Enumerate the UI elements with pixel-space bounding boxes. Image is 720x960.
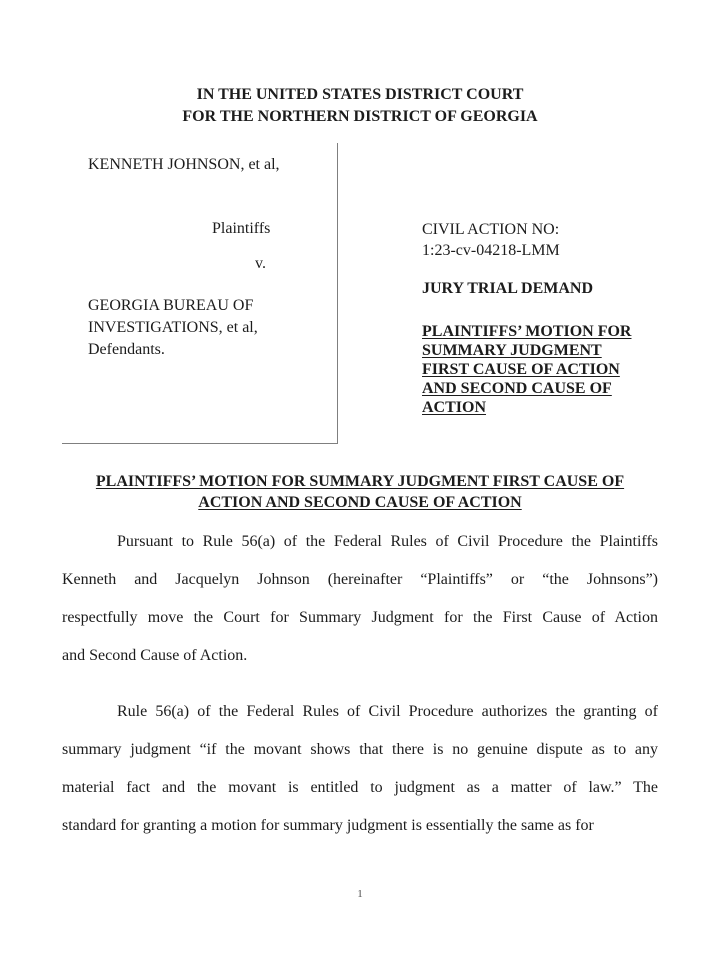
motion-title-sidebar xyxy=(422,322,631,417)
document-body xyxy=(62,523,658,863)
paragraph-2-line: standard for granting a motion for summary judgment is essentially the same as for xyxy=(62,817,594,834)
paragraph-1-line: and Second Cause of Action. xyxy=(62,647,248,664)
civil-action-label: CIVIL ACTION NO: xyxy=(422,221,560,238)
motion-title-line: SUMMARY JUDGMENT xyxy=(422,342,602,359)
motion-title-line: ACTION xyxy=(422,399,487,416)
civil-action-number: 1:23-cv-04218-LMM xyxy=(422,242,560,259)
plaintiff-role-label: Plaintiffs xyxy=(212,220,271,237)
defendant-role-label: Defendants. xyxy=(88,341,165,358)
paragraph-1 xyxy=(62,523,658,675)
document-title xyxy=(62,471,658,513)
motion-title-line: AND SECOND CAUSE OF xyxy=(422,380,612,397)
paragraph-2-line: summary judgment “if the movant shows that there is no genuine dispute as to any xyxy=(62,741,658,758)
caption-divider-lines xyxy=(62,143,338,444)
document-title-line-1: PLAINTIFFS’ MOTION FOR SUMMARY JUDGMENT FIRST CAUSE OF xyxy=(95,473,625,490)
paragraph-2-line: Rule 56(a) of the Federal Rules of Civil Procedure authorizes the granting of xyxy=(117,703,658,720)
versus-label: v. xyxy=(255,255,266,272)
defendant-block xyxy=(88,295,258,361)
motion-title-line: PLAINTIFFS’ MOTION FOR xyxy=(422,323,632,340)
paragraph-2-line: material fact and the movant is entitled to judgment as a matter of law.” The xyxy=(62,779,658,796)
jury-trial-demand: JURY TRIAL DEMAND xyxy=(422,280,594,297)
paragraph-1-line: respectfully move the Court for Summary Judgment for the First Cause of Action xyxy=(62,609,658,626)
defendant-name-line-2: INVESTIGATIONS, et al, xyxy=(88,319,258,336)
paragraph-2 xyxy=(62,693,658,845)
defendant-name-line-1: GEORGIA BUREAU OF xyxy=(88,297,254,314)
court-header-line-2: FOR THE NORTHERN DISTRICT OF GEORGIA xyxy=(182,108,538,125)
document-title-line-2: ACTION AND SECOND CAUSE OF ACTION xyxy=(198,494,522,511)
plaintiff-name: KENNETH JOHNSON, et al, xyxy=(88,156,280,173)
motion-title-line: FIRST CAUSE OF ACTION xyxy=(422,361,620,378)
court-header xyxy=(0,84,720,128)
page-number: 1 xyxy=(357,888,363,900)
court-header-line-1: IN THE UNITED STATES DISTRICT COURT xyxy=(196,86,524,103)
case-caption xyxy=(62,143,658,443)
paragraph-1-line: Kenneth and Jacquelyn Johnson (hereinafter “Plaintiffs” or “the Johnsons”) xyxy=(62,571,658,588)
civil-action-block xyxy=(422,219,560,261)
paragraph-1-line: Pursuant to Rule 56(a) of the Federal Rules of Civil Procedure the Plaintiffs xyxy=(117,533,658,550)
